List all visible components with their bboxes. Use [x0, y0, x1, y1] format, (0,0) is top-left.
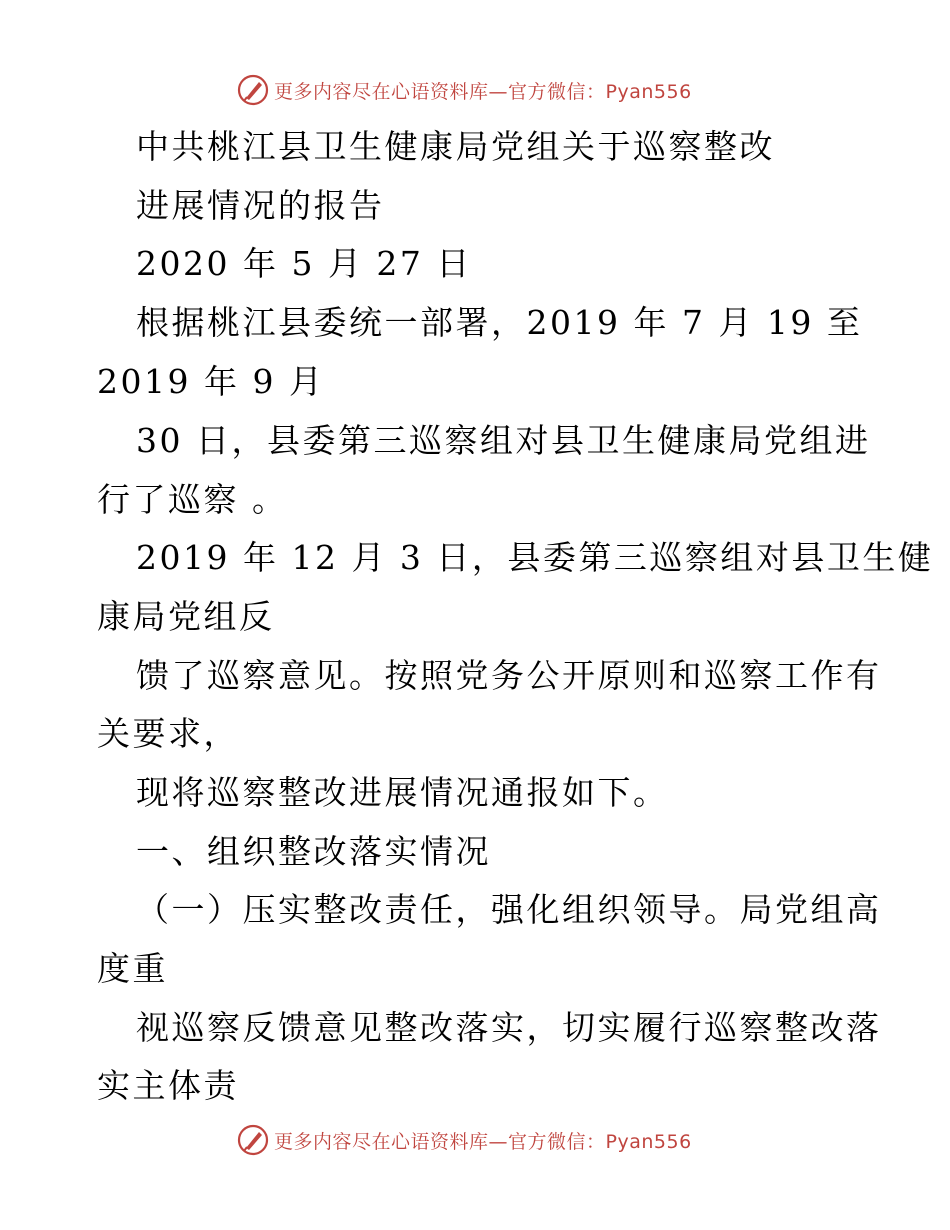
document-title-line-1: 中共桃江县卫生健康局党组关于巡察整改	[136, 127, 775, 166]
quill-pen-logo-icon	[236, 1123, 270, 1157]
quill-pen-logo-icon	[236, 73, 270, 107]
paragraph-line: 度重	[97, 949, 168, 988]
watermark-text: 更多内容尽在心语资料库—官方微信：Pyan556	[274, 80, 692, 103]
section-heading: 一、组织整改落实情况	[136, 832, 491, 871]
paragraph-line: 30 日，县委第三巡察组对县卫生健康局党组进	[136, 421, 871, 460]
paragraph-line: 根据桃江县委统一部署，2019 年 7 月 19 至	[136, 303, 863, 342]
watermark-footer	[236, 1122, 756, 1158]
watermark-header	[236, 72, 756, 108]
paragraph-line: 2019 年 9 月	[97, 362, 325, 401]
document-title-line-2: 进展情况的报告	[136, 186, 385, 225]
paragraph-line: 视巡察反馈意见整改落实，切实履行巡察整改落	[136, 1008, 882, 1047]
paragraph-line: 2019 年 12 月 3 日，县委第三巡察组对县卫生健	[136, 538, 934, 577]
paragraph-line: 实主体责	[97, 1066, 239, 1105]
document-date: 2020 年 5 月 27 日	[136, 244, 472, 283]
paragraph-line: 馈了巡察意见。按照党务公开原则和巡察工作有	[136, 656, 882, 695]
paragraph-line: 现将巡察整改进展情况通报如下。	[136, 773, 669, 812]
paragraph-line: （一）压实整改责任，强化组织领导。局党组高	[136, 890, 882, 929]
paragraph-line: 关要求，	[97, 714, 239, 753]
paragraph-line: 康局党组反	[97, 597, 275, 636]
watermark-text: 更多内容尽在心语资料库—官方微信：Pyan556	[274, 1130, 692, 1153]
paragraph-line: 行了巡察 。	[97, 480, 288, 519]
